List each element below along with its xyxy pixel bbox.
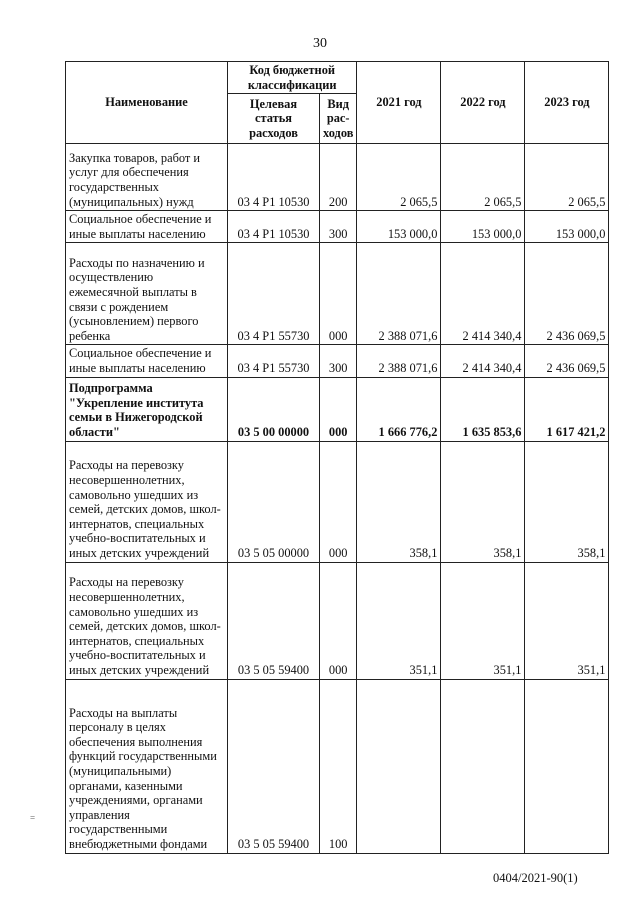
row-value-2022 (441, 679, 525, 853)
table-row (66, 345, 609, 377)
row-expense-type: 200 (320, 144, 357, 211)
row-value-2022: 153 000,0 (441, 211, 525, 243)
header-name: Наименование (66, 62, 228, 144)
row-value-2021 (357, 679, 441, 853)
row-value-2021: 2 388 071,6 (357, 345, 441, 377)
row-value-2022: 351,1 (441, 562, 525, 679)
row-target-article: 03 5 00 00000 (228, 377, 320, 441)
row-expense-type: 300 (320, 345, 357, 377)
table-row (66, 679, 609, 853)
header-2021: 2021 год (357, 62, 441, 144)
table-row (66, 377, 609, 441)
table-body (66, 144, 609, 853)
row-expense-type: 000 (320, 441, 357, 562)
row-value-2023: 1 617 421,2 (525, 377, 609, 441)
row-name: Расходы на перевозку несовершеннолетних, самовольно ушедших из семей, детских домов, школ-интернатов, специальных учебно-воспитательных и иных детских учреждений (66, 562, 228, 679)
row-target-article: 03 4 P1 55730 (228, 345, 320, 377)
row-target-article: 03 4 P1 10530 (228, 144, 320, 211)
table-row (66, 243, 609, 345)
document-number: 0404/2021-90(1) (493, 871, 578, 885)
page-number: 30 (313, 36, 327, 51)
row-value-2022: 2 065,5 (441, 144, 525, 211)
row-value-2023: 2 436 069,5 (525, 243, 609, 345)
row-value-2023: 2 065,5 (525, 144, 609, 211)
row-value-2022: 2 414 340,4 (441, 243, 525, 345)
header-classification: Код бюджетной классификации (228, 62, 357, 94)
row-name: Расходы на выплаты персоналу в целях обеспечения выполнения функций государственными (муниципальными) органами, казенными учреждениями, органами управления государственными внебюджетными фондами (66, 679, 228, 853)
table-row (66, 144, 609, 211)
table-row (66, 562, 609, 679)
row-value-2021: 358,1 (357, 441, 441, 562)
row-name: Расходы по назначению и осуществлению ежемесячной выплаты в связи с рождением (усыновлением) первого ребенка (66, 243, 228, 345)
row-name: Закупка товаров, работ и услуг для обеспечения государственных (муниципальных) нужд (66, 144, 228, 211)
row-expense-type: 000 (320, 562, 357, 679)
row-target-article: 03 4 P1 55730 (228, 243, 320, 345)
header-target-article: Целевая статья расходов (228, 94, 320, 144)
header-2022: 2022 год (441, 62, 525, 144)
row-name: Социальное обеспечение и иные выплаты населению (66, 345, 228, 377)
row-expense-type: 300 (320, 211, 357, 243)
row-target-article: 03 5 05 00000 (228, 441, 320, 562)
row-value-2022: 358,1 (441, 441, 525, 562)
row-value-2021: 2 065,5 (357, 144, 441, 211)
margin-mark: = (30, 813, 36, 823)
table-row (66, 441, 609, 562)
row-name: Социальное обеспечение и иные выплаты населению (66, 211, 228, 243)
row-expense-type: 000 (320, 377, 357, 441)
row-value-2022: 1 635 853,6 (441, 377, 525, 441)
row-value-2023: 2 436 069,5 (525, 345, 609, 377)
row-value-2023: 153 000,0 (525, 211, 609, 243)
row-target-article: 03 5 05 59400 (228, 562, 320, 679)
header-expense-type: Вид рас-ходов (320, 94, 357, 144)
table-row (66, 211, 609, 243)
row-target-article: 03 4 P1 10530 (228, 211, 320, 243)
row-name: Подпрограмма "Укрепление института семьи в Нижегородской области" (66, 377, 228, 441)
row-value-2023 (525, 679, 609, 853)
row-value-2023: 358,1 (525, 441, 609, 562)
row-name: Расходы на перевозку несовершеннолетних, самовольно ушедших из семей, детских домов, школ-интернатов, специальных учебно-воспитательных и иных детских учреждений (66, 441, 228, 562)
row-value-2021: 153 000,0 (357, 211, 441, 243)
row-value-2021: 2 388 071,6 (357, 243, 441, 345)
row-expense-type: 000 (320, 243, 357, 345)
row-value-2021: 1 666 776,2 (357, 377, 441, 441)
budget-table (65, 61, 609, 854)
row-value-2021: 351,1 (357, 562, 441, 679)
row-value-2023: 351,1 (525, 562, 609, 679)
row-target-article: 03 5 05 59400 (228, 679, 320, 853)
header-2023: 2023 год (525, 62, 609, 144)
row-value-2022: 2 414 340,4 (441, 345, 525, 377)
row-expense-type: 100 (320, 679, 357, 853)
